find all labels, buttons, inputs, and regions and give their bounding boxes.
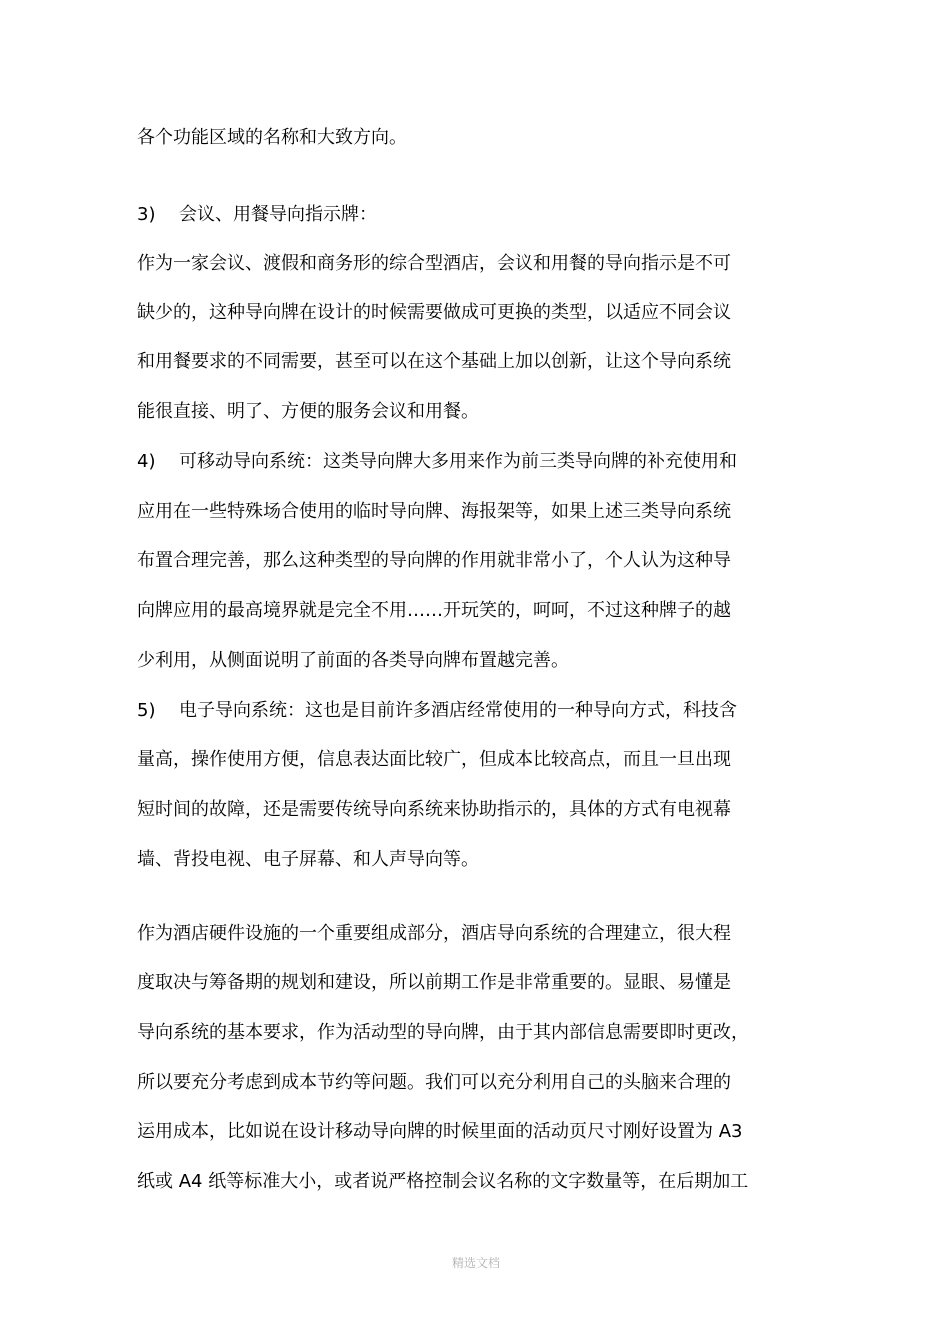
paragraph-line: 应用在一些特殊场合使用的临时导向牌、海报架等，如果上述三类导向系统 <box>137 501 731 522</box>
list-item-4 <box>137 450 737 474</box>
paragraph-line: 运用成本，比如说在设计移动导向牌的时候里面的活动页尺寸刚好设置为 A3 <box>137 1121 743 1142</box>
paragraph-line: 纸或 A4 纸等标准大小，或者说严格控制会议名称的文字数量等，在后期加工 <box>137 1171 749 1192</box>
paragraph-line: 导向系统的基本要求，作为活动型的导向牌，由于其内部信息需要即时更改， <box>137 1022 749 1043</box>
paragraph-line: 向牌应用的最高境界就是完全不用……开玩笑的，呵呵，不过这种牌子的越 <box>137 600 731 621</box>
paragraph-line: 所以要充分考虑到成本节约等问题。我们可以充分利用自己的头脑来合理的 <box>137 1072 731 1093</box>
paragraph-line: 各个功能区域的名称和大致方向。 <box>137 127 407 148</box>
paragraph-line: 布置合理完善，那么这种类型的导向牌的作用就非常小了，个人认为这种导 <box>137 550 731 571</box>
paragraph-line: 短时间的故障，还是需要传统导向系统来协助指示的，具体的方式有电视幕 <box>137 799 731 820</box>
paragraph-line: 少利用，从侧面说明了前面的各类导向牌布置越完善。 <box>137 650 569 671</box>
list-item-3 <box>137 203 377 227</box>
item-text: 电子导向系统：这也是目前许多酒店经常使用的一种导向方式，科技含 <box>179 700 737 721</box>
paragraph-line: 作为酒店硬件设施的一个重要组成部分，酒店导向系统的合理建立，很大程 <box>137 923 731 944</box>
paragraph-line: 和用餐要求的不同需要，甚至可以在这个基础上加以创新，让这个导向系统 <box>137 351 731 372</box>
item-number: 4) <box>137 451 156 472</box>
paragraph-line: 能很直接、明了、方便的服务会议和用餐。 <box>137 401 479 422</box>
paragraph-line: 度取决与筹备期的规划和建设，所以前期工作是非常重要的。显眼、易懂是 <box>137 972 731 993</box>
paragraph-line: 墙、背投电视、电子屏幕、和人声导向等。 <box>137 849 479 870</box>
list-item-5 <box>137 699 737 723</box>
item-number: 5) <box>137 700 156 721</box>
footer-watermark: 精选文档 <box>452 1256 501 1270</box>
paragraph-line: 缺少的，这种导向牌在设计的时候需要做成可更换的类型，以适应不同会议 <box>137 302 731 323</box>
item-heading: 会议、用餐导向指示牌： <box>179 204 377 225</box>
item-text: 可移动导向系统：这类导向牌大多用来作为前三类导向牌的补充使用和 <box>179 451 737 472</box>
paragraph-line: 量高，操作使用方便，信息表达面比较广，但成本比较高点，而且一旦出现 <box>137 749 731 770</box>
item-number: 3) <box>137 204 156 225</box>
paragraph-line: 作为一家会议、渡假和商务形的综合型酒店，会议和用餐的导向指示是不可 <box>137 253 731 274</box>
